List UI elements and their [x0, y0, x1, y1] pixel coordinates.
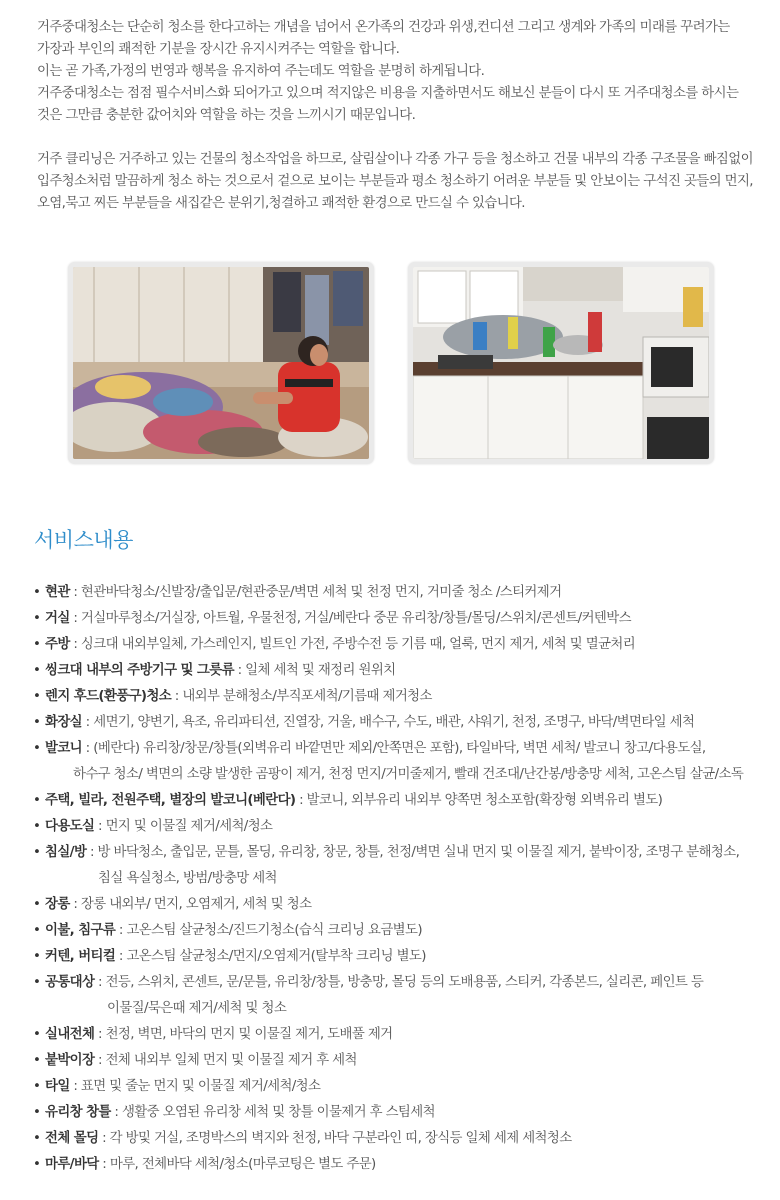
service-line: [45, 970, 773, 996]
service-line: [45, 788, 773, 814]
intro-text: [37, 17, 767, 215]
service-line: [45, 1074, 773, 1100]
paragraph-gap: [37, 127, 767, 149]
service-line: [45, 944, 773, 970]
service-item: [33, 944, 773, 970]
intro-line: 가장과 부인의 쾌적한 기분을 장시간 유지시켜주는 역할을 합니다.: [37, 42, 400, 57]
service-description: : 전체 내외부 일체 먼지 및 이물질 제거 후 세척: [94, 1053, 357, 1068]
service-item: [33, 918, 773, 944]
service-item: [33, 814, 773, 840]
bullet-icon: •: [33, 585, 41, 600]
bullet-icon: •: [33, 1079, 41, 1094]
service-description: : 장롱 내외부/ 먼지, 오염제거, 세척 및 청소: [69, 897, 312, 912]
service-line: [45, 1022, 773, 1048]
service-line: [45, 606, 773, 632]
service-term: 커텐, 버티컬: [45, 949, 116, 964]
intro-line: 입주청소처럼 말끔하게 청소 하는 것으로서 겉으로 보이는 부분들과 평소 청소하기 어려운 부분들 및 안보이는 구석진 곳들의 먼지,: [37, 174, 753, 189]
service-description: : 거실마루청소/거실장, 아트월, 우물천정, 거실/베란다 중문 유리창/창틀/몰딩/스위치/콘센트/커텐박스: [69, 611, 631, 626]
service-item: [33, 970, 773, 1022]
service-term: 다용도실: [45, 819, 95, 834]
bullet-icon: •: [33, 741, 41, 756]
service-item: [33, 658, 773, 684]
bullet-icon: •: [33, 1027, 41, 1042]
service-item: [33, 892, 773, 918]
service-description: : 고온스팀 살균청소/진드기청소(습식 크리닝 요금별도): [115, 923, 422, 938]
service-line: [45, 1100, 773, 1126]
intro-line: 것은 그만큼 충분한 값어치와 역할을 하는 것을 느끼시기 때문입니다.: [37, 108, 416, 123]
service-line: [45, 918, 773, 944]
service-description: : 내외부 분해청소/부직포세척/기름때 제거청소: [171, 689, 432, 704]
bullet-icon: •: [33, 1131, 41, 1146]
service-line: [45, 1126, 773, 1152]
service-term: 공통대상: [45, 975, 95, 990]
service-item: [33, 632, 773, 658]
service-term: 씽크대 내부의 주방기구 및 그릇류: [45, 663, 234, 678]
service-description-continued: 하수구 청소/ 벽면의 소량 발생한 곰팡이 제거, 천정 먼지/거미줄제거, 빨래 건조대/난간봉/방충망 세척, 고온스팀 살균/소독: [73, 767, 744, 782]
service-description: : 천정, 벽면, 바닥의 먼지 및 이물질 제거, 도배풀 제거: [94, 1027, 393, 1042]
service-line: [45, 840, 773, 866]
service-item: [33, 1022, 773, 1048]
intro-line: 오염,묵고 찌든 부분들을 새집같은 분위기,청결하고 쾌적한 환경으로 만드실 수 있습니다.: [37, 196, 525, 211]
bullet-icon: •: [33, 819, 41, 834]
bullet-icon: •: [33, 1157, 41, 1172]
cleaner-sorting-clothes-photo-icon: [73, 267, 369, 459]
service-line: [45, 736, 773, 762]
service-term: 현관: [45, 585, 70, 600]
intro-line: 이는 곧 가족,가정의 번영과 행복을 유지하여 주는데도 역할을 분명히 하게됩니다.: [37, 64, 485, 79]
bullet-icon: •: [33, 663, 41, 678]
service-description: : (베란다) 유리창/창문/창틀(외벽유리 바깥면만 제외/안쪽면은 포함), 타일바닥, 벽면 세척/ 발코니 창고/다용도실,: [82, 741, 706, 756]
service-item: [33, 788, 773, 814]
service-term: 이불, 침구류: [45, 923, 116, 938]
service-term: 침실/방: [45, 845, 87, 860]
cleaning-photo-left: [68, 262, 374, 464]
service-item: [33, 1126, 773, 1152]
kitchen-photo-icon: [413, 267, 709, 459]
service-term: 주택, 빌라, 전원주택, 별장의 발코니(베란다): [45, 793, 296, 808]
service-term: 타일: [45, 1079, 70, 1094]
bullet-icon: •: [33, 689, 41, 704]
service-item: [33, 1152, 773, 1178]
service-description: : 싱크대 내외부일체, 가스레인지, 빌트인 가전, 주방수전 등 기름 때, 얼룩, 먼지 제거, 세척 및 멸균처리: [69, 637, 636, 652]
service-item: [33, 606, 773, 632]
bullet-icon: •: [33, 975, 41, 990]
bullet-icon: •: [33, 637, 41, 652]
service-description-continued: 침실 욕실청소, 방범/방충망 세척: [98, 871, 277, 886]
cleaning-photo-right: [408, 262, 714, 464]
service-term: 전체 몰딩: [45, 1131, 99, 1146]
service-term: 주방: [45, 637, 70, 652]
service-term: 장롱: [45, 897, 70, 912]
bullet-icon: •: [33, 611, 41, 626]
intro-line: 거주 클리닝은 거주하고 있는 건물의 청소작업을 하므로, 살림살이나 각종 가구 등을 청소하고 건물 내부의 각종 구조물을 빠짐없이: [37, 152, 753, 167]
bullet-icon: •: [33, 845, 41, 860]
service-description-continued: 이물질/묵은때 제거/세척 및 청소: [107, 1001, 287, 1016]
service-term: 화장실: [45, 715, 83, 730]
bullet-icon: •: [33, 1105, 41, 1120]
service-item: [33, 710, 773, 736]
service-description: : 각 방및 거실, 조명박스의 벽지와 천정, 바닥 구분라인 띠, 장식등 일체 세제 세척청소: [98, 1131, 572, 1146]
service-line: [45, 814, 773, 840]
service-item: [33, 1074, 773, 1100]
service-item: [33, 580, 773, 606]
service-description: : 전등, 스위치, 콘센트, 문/문틀, 유리창/창틀, 방충망, 몰딩 등의 도배용품, 스티커, 각종본드, 실리콘, 페인트 등: [94, 975, 704, 990]
service-term: 유리창 창틀: [45, 1105, 111, 1120]
service-item: [33, 840, 773, 892]
service-description: : 표면 및 줄눈 먼지 및 이물질 제거/세척/청소: [69, 1079, 321, 1094]
service-item: [33, 684, 773, 710]
bullet-icon: •: [33, 897, 41, 912]
bullet-icon: •: [33, 949, 41, 964]
service-description: : 발코니, 외부유리 내외부 양쪽면 청소포함(확장형 외벽유리 별도): [295, 793, 663, 808]
bullet-icon: •: [33, 793, 41, 808]
service-item: [33, 1100, 773, 1126]
service-description: : 방 바닥청소, 출입문, 문틀, 몰딩, 유리창, 창문, 창틀, 천정/벽면 실내 먼지 및 이물질 제거, 붙박이장, 조명구 분해청소,: [86, 845, 740, 860]
service-description: : 고온스팀 살균청소/먼지/오염제거(탈부착 크리닝 별도): [115, 949, 426, 964]
service-description: : 생활중 오염된 유리창 세척 및 창틀 이물제거 후 스팀세척: [110, 1105, 435, 1120]
service-term: 렌지 후드(환풍구)청소: [45, 689, 172, 704]
photo-gallery: [68, 262, 718, 466]
services-list: [33, 580, 773, 1178]
service-item: [33, 1048, 773, 1074]
service-line: [45, 580, 773, 606]
service-line: [45, 658, 773, 684]
service-term: 거실: [45, 611, 70, 626]
bullet-icon: •: [33, 923, 41, 938]
section-title: 서비스내용: [34, 528, 133, 552]
service-line: [45, 632, 773, 658]
service-line: [45, 892, 773, 918]
service-term: 붙박이장: [45, 1053, 95, 1068]
service-description: : 먼지 및 이물질 제거/세척/청소: [94, 819, 273, 834]
service-line: [45, 1048, 773, 1074]
service-line: [45, 684, 773, 710]
service-description: : 현관바닥청소/신발장/출입문/현관중문/벽면 세척 및 천정 먼지, 거미줄 청소 /스티커제거: [69, 585, 562, 600]
service-description: : 세면기, 양변기, 욕조, 유리파티션, 진열장, 거울, 배수구, 수도, 배관, 샤워기, 천정, 조명구, 바닥/벽면타일 세척: [82, 715, 695, 730]
service-term: 실내전체: [45, 1027, 95, 1042]
intro-line: 거주중대청소는 단순히 청소를 한다고하는 개념을 넘어서 온가족의 건강과 위생,컨디션 그리고 생계와 가족의 미래를 꾸려가는: [37, 20, 730, 35]
service-description: : 일체 세척 및 재정리 원위치: [233, 663, 396, 678]
service-term: 발코니: [45, 741, 83, 756]
service-term: 마루/바닥: [45, 1157, 99, 1172]
service-line: [45, 710, 773, 736]
service-line: [45, 1152, 773, 1178]
bullet-icon: •: [33, 715, 41, 730]
service-item: [33, 736, 773, 788]
service-description: : 마루, 전체바닥 세척/청소(마루코팅은 별도 주문): [98, 1157, 376, 1172]
intro-line: 거주중대청소는 점점 필수서비스화 되어가고 있으며 적지않은 비용을 지출하면서도 해보신 분들이 다시 또 거주대청소를 하시는: [37, 86, 739, 101]
bullet-icon: •: [33, 1053, 41, 1068]
